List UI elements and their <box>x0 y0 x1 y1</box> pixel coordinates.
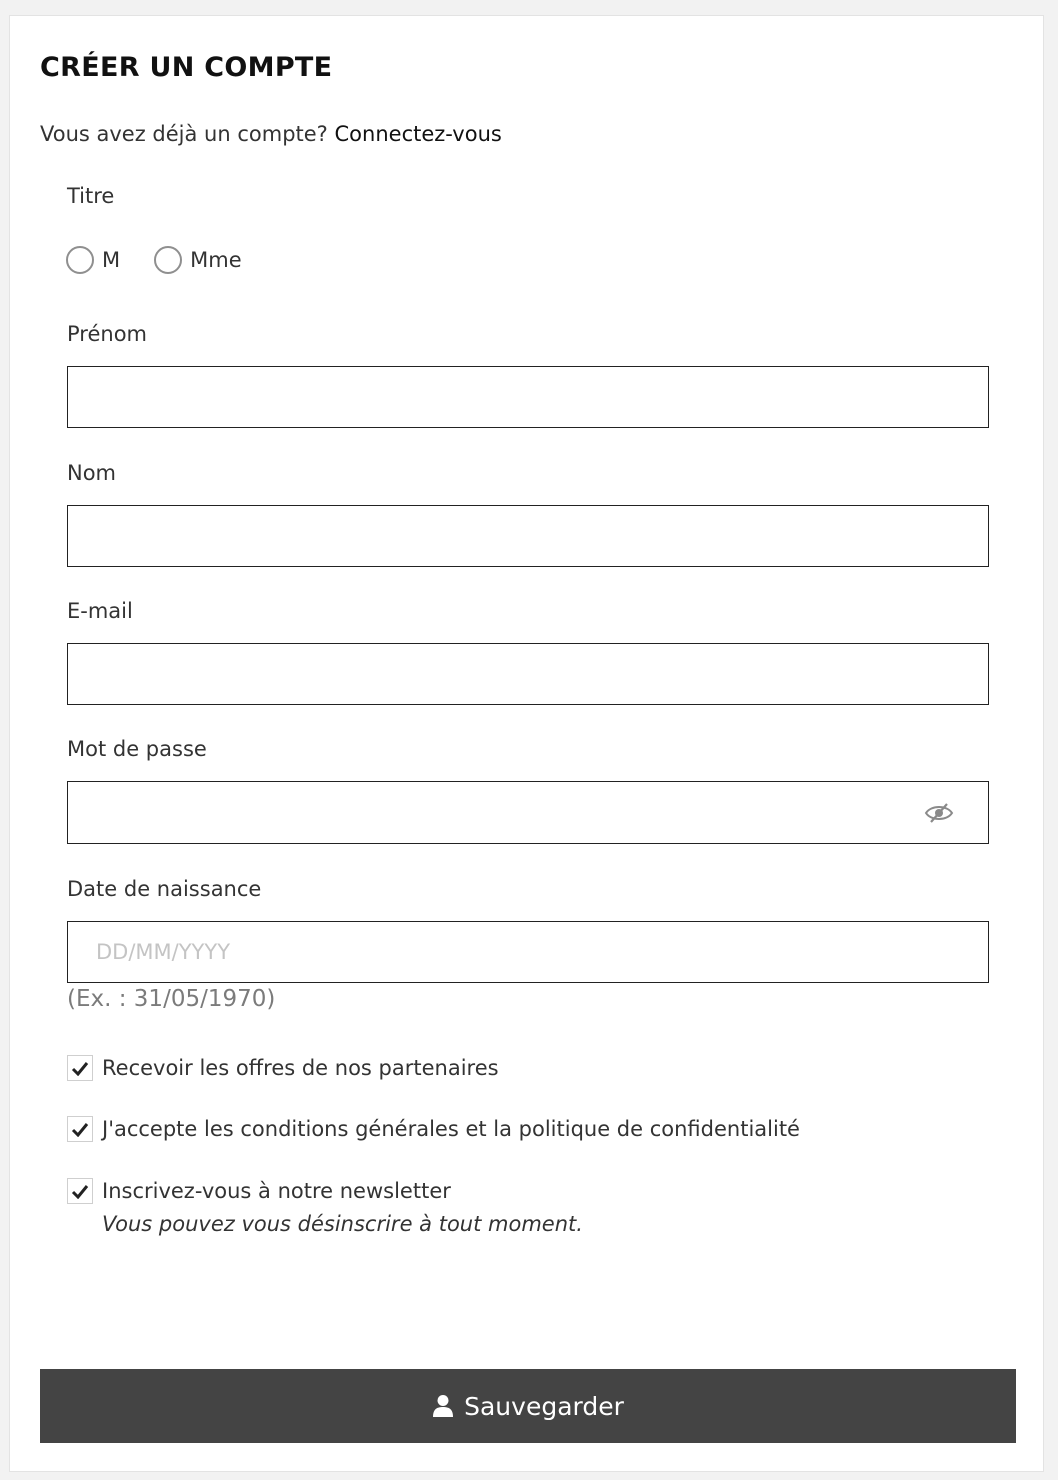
checkbox-partners[interactable] <box>67 1055 93 1081</box>
checkbox-terms[interactable] <box>67 1116 93 1142</box>
prenom-label: Prénom <box>67 322 148 346</box>
prenom-field-box <box>67 366 989 428</box>
radio-mme[interactable] <box>154 246 182 274</box>
radio-option-m[interactable] <box>66 246 120 274</box>
prenom-input[interactable] <box>96 367 988 427</box>
radio-option-mme[interactable] <box>154 246 242 274</box>
titre-radio-group <box>66 246 276 274</box>
checkbox-partners-label: Recevoir les offres de nos partenaires <box>102 1056 499 1080</box>
email-label: E-mail <box>67 599 133 623</box>
birthdate-field-box <box>67 921 989 983</box>
login-prompt-text: Vous avez déjà un compte? <box>40 122 328 146</box>
check-icon <box>71 1184 89 1199</box>
nom-label: Nom <box>67 461 117 485</box>
check-icon <box>71 1061 89 1076</box>
nom-field-box <box>67 505 989 567</box>
save-button-label: Sauvegarder <box>464 1391 624 1421</box>
birthdate-label: Date de naissance <box>67 877 262 901</box>
radio-m-label: M <box>102 248 121 272</box>
email-input[interactable] <box>96 644 988 704</box>
eye-slash-icon[interactable] <box>924 802 954 824</box>
checkbox-row-partners[interactable] <box>67 1054 499 1082</box>
email-field-box <box>67 643 989 705</box>
newsletter-unsubscribe-note: Vous pouvez vous désinscrire à tout moment. <box>102 1212 583 1236</box>
page-title: CRÉER UN COMPTE <box>40 52 333 83</box>
login-prompt <box>40 122 502 146</box>
radio-mme-label: Mme <box>190 248 242 272</box>
radio-m[interactable] <box>66 246 94 274</box>
checkbox-row-newsletter[interactable] <box>67 1177 583 1238</box>
check-icon <box>71 1122 89 1137</box>
titre-label: Titre <box>67 184 115 208</box>
nom-input[interactable] <box>96 506 988 566</box>
password-input[interactable] <box>96 782 988 843</box>
birthdate-hint: (Ex. : 31/05/1970) <box>67 986 276 1012</box>
user-icon <box>432 1394 454 1418</box>
checkbox-row-terms[interactable] <box>67 1115 800 1143</box>
create-account-card <box>9 15 1044 1472</box>
checkbox-newsletter[interactable] <box>67 1178 93 1204</box>
checkbox-newsletter-label: Inscrivez-vous à notre newsletter <box>102 1179 451 1203</box>
login-link[interactable]: Connectez-vous <box>334 122 502 146</box>
password-field-box <box>67 781 989 844</box>
checkbox-terms-label: J'accepte les conditions générales et la politique de confidentialité <box>102 1117 800 1141</box>
birthdate-input[interactable] <box>96 922 988 982</box>
password-label: Mot de passe <box>67 737 207 761</box>
save-button[interactable] <box>40 1369 1016 1443</box>
